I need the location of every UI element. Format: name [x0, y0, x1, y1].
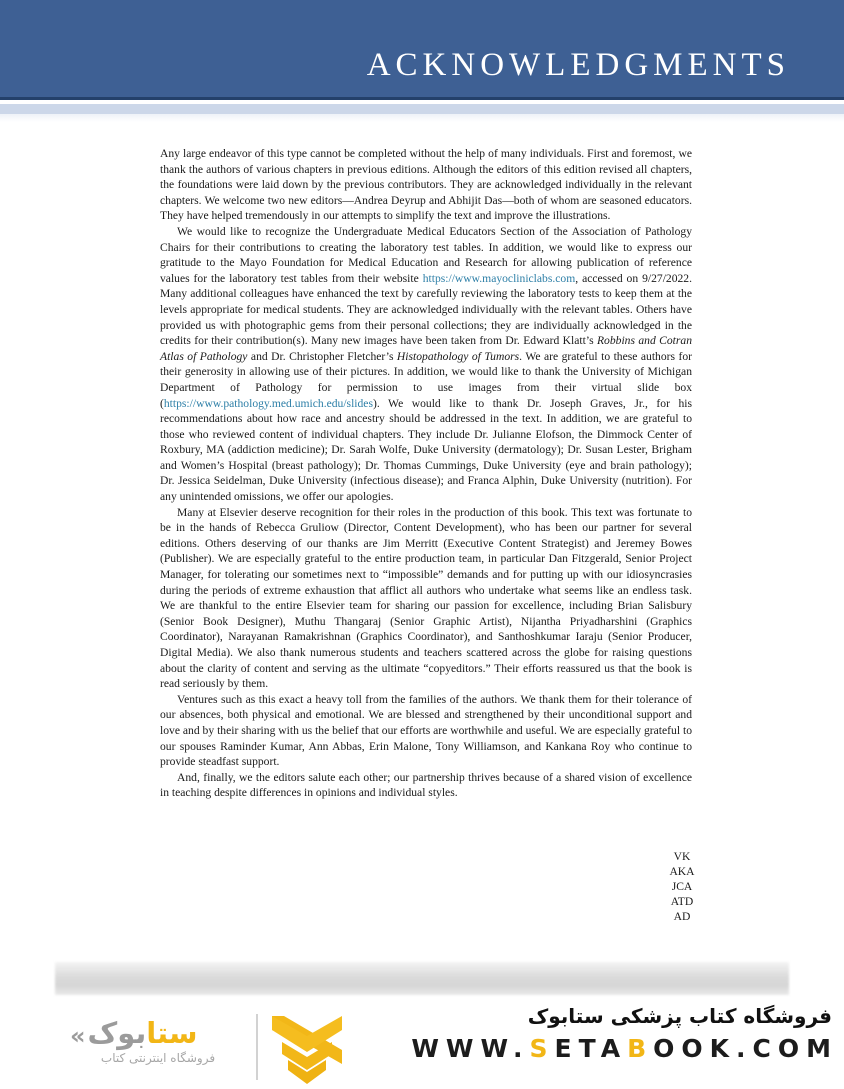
paragraph: [160, 146, 692, 224]
text-run: , accessed on 9/27/2022. Many additional colleagues have enhanced the text by carefully reviewing the laboratory tests to keep them at the levels appropriate for medical students. They are acknowledged individually with the relevant tables. Others have provided us with photographic gems from their personal collections; they are individually acknowledged in the credits for their contribution(s). Many new images have been taken from Dr. Edward Klatt’s: [160, 271, 692, 348]
signature-line: JCA: [671, 880, 693, 893]
guillemet-icon: «: [70, 1022, 86, 1050]
paragraph: [160, 770, 692, 801]
text-run: Any large endeavor of this type cannot be completed without the help of many individuals. First and foremost, we thank the authors of various chapters in previous editions. Although the editors of this edition revised all chapters, the foundations were laid down by the previous contributors. They are acknowledged individually in the relevant chapters. We welcome two new editors—Andrea Deyrup and Abhijit Das—both of whom are seasoned educators. They have helped tremendously in our attempts to simplify the text and improve the illustrations.: [160, 147, 692, 223]
setabook-logo: [70, 1010, 340, 1080]
header-rule: [0, 97, 844, 100]
page-bottom-shadow: [55, 962, 789, 995]
text-run: And, finally, we the editors salute each other; our partnership thrives because of a shared vision of excellence in teaching despite differences in opinions and individual styles.: [160, 770, 692, 800]
hyperlink[interactable]: https://www.mayocliniclabs.com: [422, 271, 576, 285]
store-name-farsi: فروشگاه کتاب پزشکی ستابوک: [527, 1004, 832, 1028]
header-stripe: [0, 104, 844, 114]
website-url-segment: ETA: [554, 1034, 628, 1063]
wordmark-accent-part: ستا: [146, 1016, 198, 1050]
text-run: Ventures such as this exact a heavy toll from the families of the authors. We thank them for their tolerance of our absences, both physical and emotional. We are blessed and strengthened by their unconditional support and love and by their sharing with us the belief that our efforts are worthwhile and useful. We are especially grateful to our spouses Raminder Kumar, Ann Abbas, Erin Malone, Tony Williamson, and Kankana Roy who continue to provide steadfast support.: [160, 692, 692, 769]
website-url-segment: S: [529, 1034, 555, 1063]
signature-initials: [650, 849, 714, 924]
page-title: ACKNOWLEDGMENTS: [366, 47, 790, 83]
hyperlink[interactable]: https://www.pathology.med.umich.edu/slides: [163, 396, 373, 410]
signature-line: ATD: [670, 895, 694, 908]
signature-line: AD: [673, 910, 691, 923]
double-chevron-icon: [268, 1014, 346, 1089]
logo-tagline-farsi: فروشگاه اینترنتی کتاب: [100, 1051, 216, 1065]
website-url-segment: OOK.COM: [653, 1034, 838, 1063]
footer: [0, 1002, 844, 1080]
website-url-segment: B: [627, 1034, 654, 1063]
website-url: [411, 1034, 838, 1063]
website-url-segment: WWW.: [411, 1034, 530, 1063]
signature-line: AKA: [669, 865, 695, 878]
signature-line: VK: [673, 850, 691, 863]
text-run: and Dr. Christopher Fletcher’s: [247, 349, 397, 363]
logo-divider: [256, 1014, 258, 1080]
text-run: ). We would like to thank Dr. Joseph Graves, Jr., for his recommendations about how race and ancestry should be addressed in the text. In addition, we are grateful to those who reviewed content of individual chapters. They include Dr. Julianne Elofson, the Dimmock Center of Roxbury, MA (addiction medicine); Dr. Sarah Wolfe, Duke University (dermatology); Dr. Susan Lester, Brigham and Women’s Hospital (breast pathology); Dr. Thomas Cummings, Duke University (eye and brain pathology); Dr. Jessica Seidelman, Duke University (infectious disease); and Franca Alphin, Duke University (nutrition). For any unintended omissions, we offer our apologies.: [160, 396, 692, 504]
paragraph: [160, 224, 692, 505]
header-band: [0, 0, 844, 97]
text-run: We would like to recognize the Undergraduate Medical Educators Section of the Association of Pathology Chairs for their contributions to creating the laboratory test tables. In addition, we would like to express our gratitude to the Mayo Foundation for Medical Education and Research for allowing publication of reference values for the laboratory test tables from their website: [160, 224, 692, 285]
header-stripe-fade: [0, 114, 844, 122]
text-run: . We are grateful to these authors for their generosity in allowing use of their pictures. In addition, we would like to thank the University of Michigan Department of Pathology for permission to use images from their virtual slide box (: [160, 349, 692, 410]
paragraph: [160, 505, 692, 692]
book-title-italic: Robbins and Cotran Atlas of Pathology: [160, 334, 692, 363]
text-run: Many at Elsevier deserve recognition for their roles in the production of this book. This text was fortunate to be in the hands of Rebecca Gruliow (Director, Content Development), who has been our partner for several editions. Others deserving of our thanks are Jim Merritt (Executive Content Strategist) and Jeremey Bowes (Publisher). We are especially grateful to the entire production team, in particular Dan Fitzgerald, Senior Project Manager, for tolerating our sometimes next to “impossible” demands and for putting up with our idiosyncrasies during the periods of extreme exhaustion that afflict all authors who undertake what seems like an endless task. We are thankful to the entire Elsevier team for sharing our passion for excellence, including Brian Salisbury (Senior Book Designer), Muthu Thangaraj (Senior Graphic Artist), Nijantha Priyadharshini (Graphics Coordinator), Narayanan Ramakrishnan (Graphics Coordinator), and Santhoshkumar Iaraju (Senior Producer, Digital Media). We also thank numerous students and teachers scattered across the globe for raising questions about the clarity of content and serving as the ultimate “copyeditors.” Their efforts reassured us that the book is read seriously by them.: [160, 505, 692, 691]
body-paragraphs: [160, 146, 692, 801]
paragraph: [160, 692, 692, 770]
wordmark-gray-part: بوک: [87, 1016, 147, 1050]
book-title-italic: Histopathology of Tumors: [396, 349, 520, 363]
